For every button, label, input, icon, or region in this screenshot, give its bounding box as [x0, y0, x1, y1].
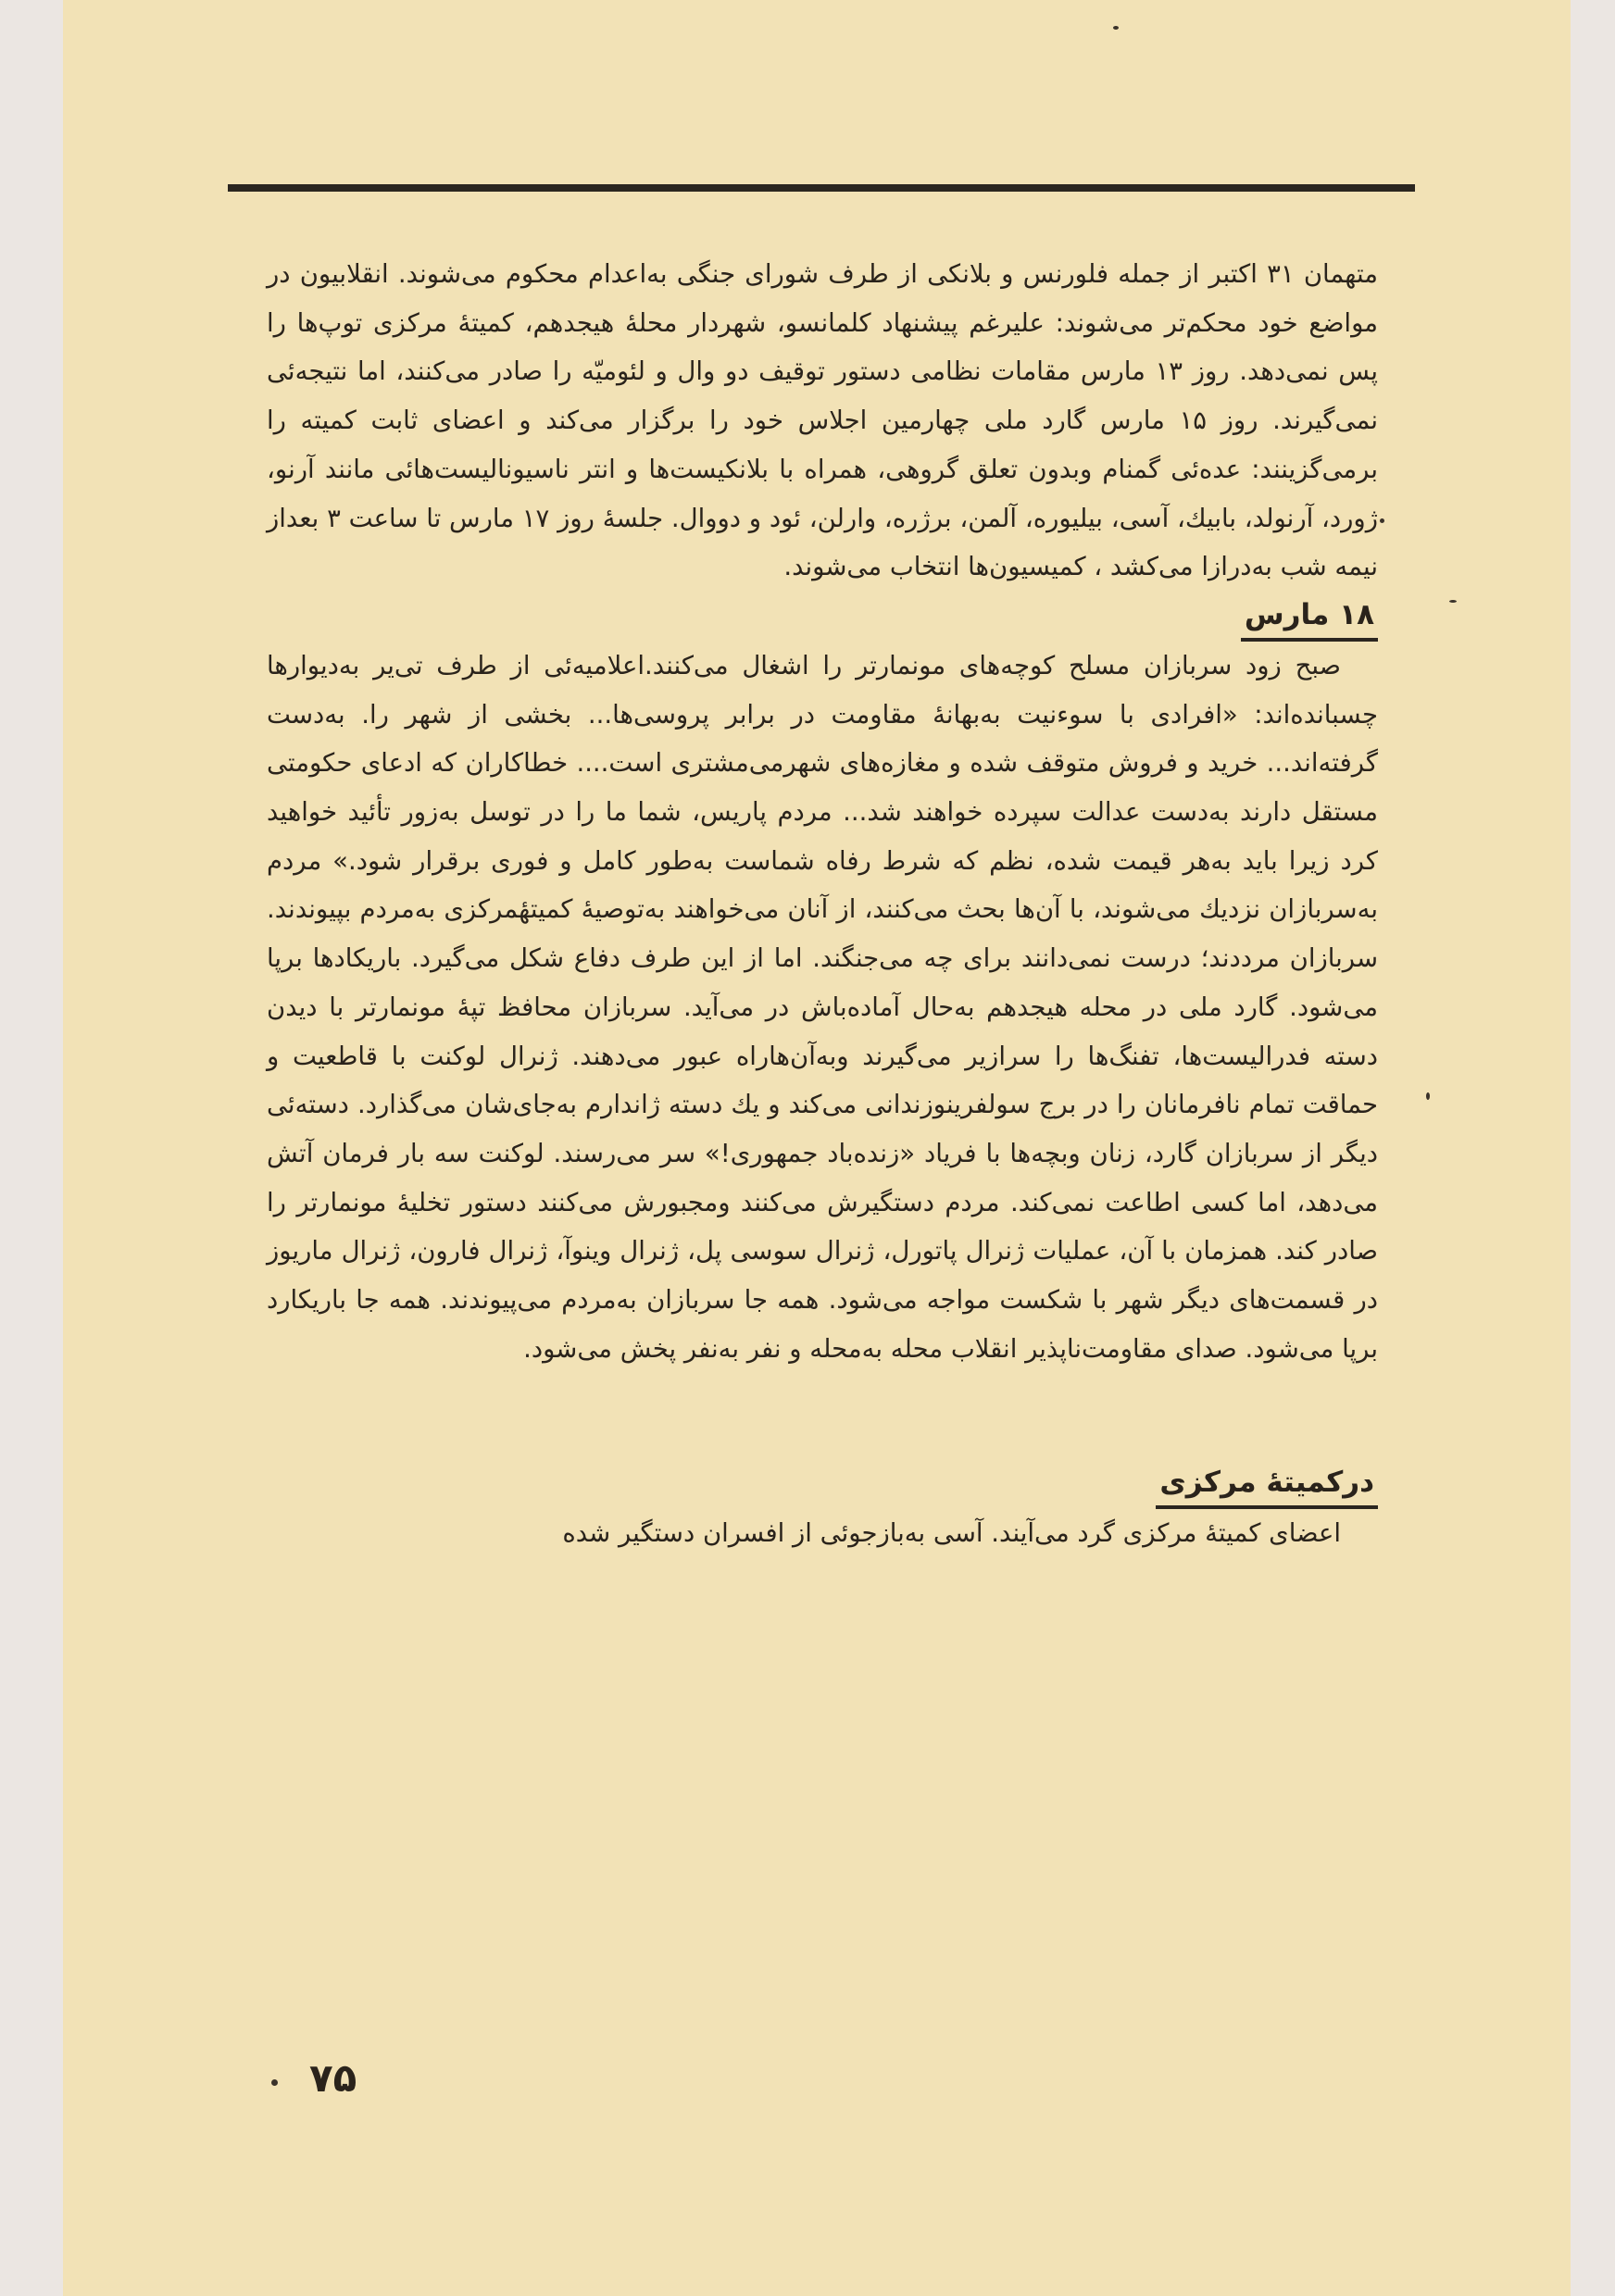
paragraph-march-18: صبح زود سربازان مسلح کوچه‌های مونمارتر را اشغال می‌کنند.اعلامیه‌ئی از طرف تی‌یر به‌دیوارها چسبانده‌اند: «افرادی با سوءنیت به‌بهانهٔ مقاومت در برابر پروسی‌ها... بخشی از شهر را. به‌دست گرفته‌اند... خرید و فروش متوقف شده و مغازه‌های شهرمی‌مشتری است.... خطاکاران که ادعای حکومتی مستقل دارند به‌دست عدالت سپرده خواهند شد... مردم پاریس، شما ما را در توسل به‌زور تأئید خواهید کرد زیرا باید به‌هر قیمت شده، نظم که شرط رفاه شماست به‌طور کامل و فوری برقرار شود.» مردم به‌سربازان نزدیك می‌شوند، با آن‌ها بحث می‌کنند، از آنان می‌خواهند به‌توصیهٔ کمیتهٔمرکزی به‌مردم بپیوندند. سربازان مرددند؛ درست نمی‌دانند برای چه می‌جنگند. اما از این طرف دفاع شکل می‌گیرد. باریکادها برپا می‌شود. گارد ملی در محله هیجدهم به‌حال آماده‌باش در می‌آید. سربازان محافظ تپهٔ مونمارتر با دیدن دسته فدرالیست‌ها، تفنگ‌ها را سرازیر می‌گیرند وبه‌آن‌هاراه عبور می‌دهند. ژنرال لوکنت با قاطعیت و حماقت تمام نافرمانان را در برج سولفرینوزندانی می‌کند و یك دسته ژاندارم به‌جای‌شان می‌گذارد. دسته‌ئی دیگر از سربازان گارد، زنان وبچه‌ها با فریاد «زنده‌باد جمهوری!» سر می‌رسند. لوکنت سه بار فرمان آتش می‌دهد، اما کسی اطاعت نمی‌کند. مردم دستگیرش می‌کنند ومجبورش می‌کنند دستور تخلیهٔ مونمارتر را صادر کند. همزمان با آن، عملیات ژنرال پاتورل، ژنرال سوسی پل، ژنرال وینوآ، ژنرال فارون، ژنرال ماریوز در قسمت‌های دیگر شهر با شکست مواجه می‌شود. همه جا سربازان به‌مردم می‌پیوندند. همه جا باریکارد برپا می‌شود. صدای مقاومت‌ناپذیر انقلاب محله به‌محله و نفر به‌نفر پخش می‌شود. [267, 650, 1378, 1364]
ink-speck [1426, 1092, 1430, 1100]
ink-speck [1113, 26, 1119, 30]
paragraph-central-committee: اعضای کمیتهٔ مرکزی گرد می‌آیند. آسی به‌بازجوئی از افسران دستگیر شده [562, 1518, 1341, 1549]
ink-speck [1449, 600, 1457, 603]
section-heading-central-committee: درکمیتهٔ مرکزی [1156, 1461, 1378, 1509]
page-number: ۷۵ [309, 2055, 357, 2101]
section-heading-march-18: ۱۸ مارس [1241, 593, 1378, 642]
page-body [267, 250, 1378, 1558]
ink-speck [271, 2079, 278, 2086]
paragraph-intro: متهمان ۳۱ اکتبر از جمله فلورنس و بلانکی از طرف شورای جنگی به‌اعدام محکوم می‌شوند. انقلابیون در مواضع خود محکم‌تر می‌شوند: علیرغم پیشنهاد کلمانسو، شهردار محلهٔ هیجدهم، کمیتهٔ مرکزی توپ‌ها را پس نمی‌دهد. روز ۱۳ مارس مقامات نظامی دستور توقیف دو وال و لئومیّه را صادر می‌کنند، اما نتیجه‌ئی نمی‌گیرند. روز ۱۵ مارس گارد ملی چهارمین اجلاس خود را برگزار می‌کند و اعضای ثابت کمیته را برمی‌گزینند: عده‌ئی گمنام وبدون تعلق گروهی، همراه با بلانکیست‌ها و انتر ناسیونالیست‌هائی مانند آرنو، ژورد، آرنولد، بابیك، آسی، بیلیوره، آلمن، برژره، وارلن، ئود و دووال. جلسهٔ روز ۱۷ مارس تا ساعت ۳ بعداز نیمه شب به‌درازا می‌کشد ، کمیسیون‌ها انتخاب می‌شوند. [267, 259, 1379, 582]
section-gap [267, 1373, 1378, 1461]
header-rule [228, 184, 1415, 192]
ink-speck [1380, 518, 1384, 523]
book-page [63, 0, 1571, 2296]
